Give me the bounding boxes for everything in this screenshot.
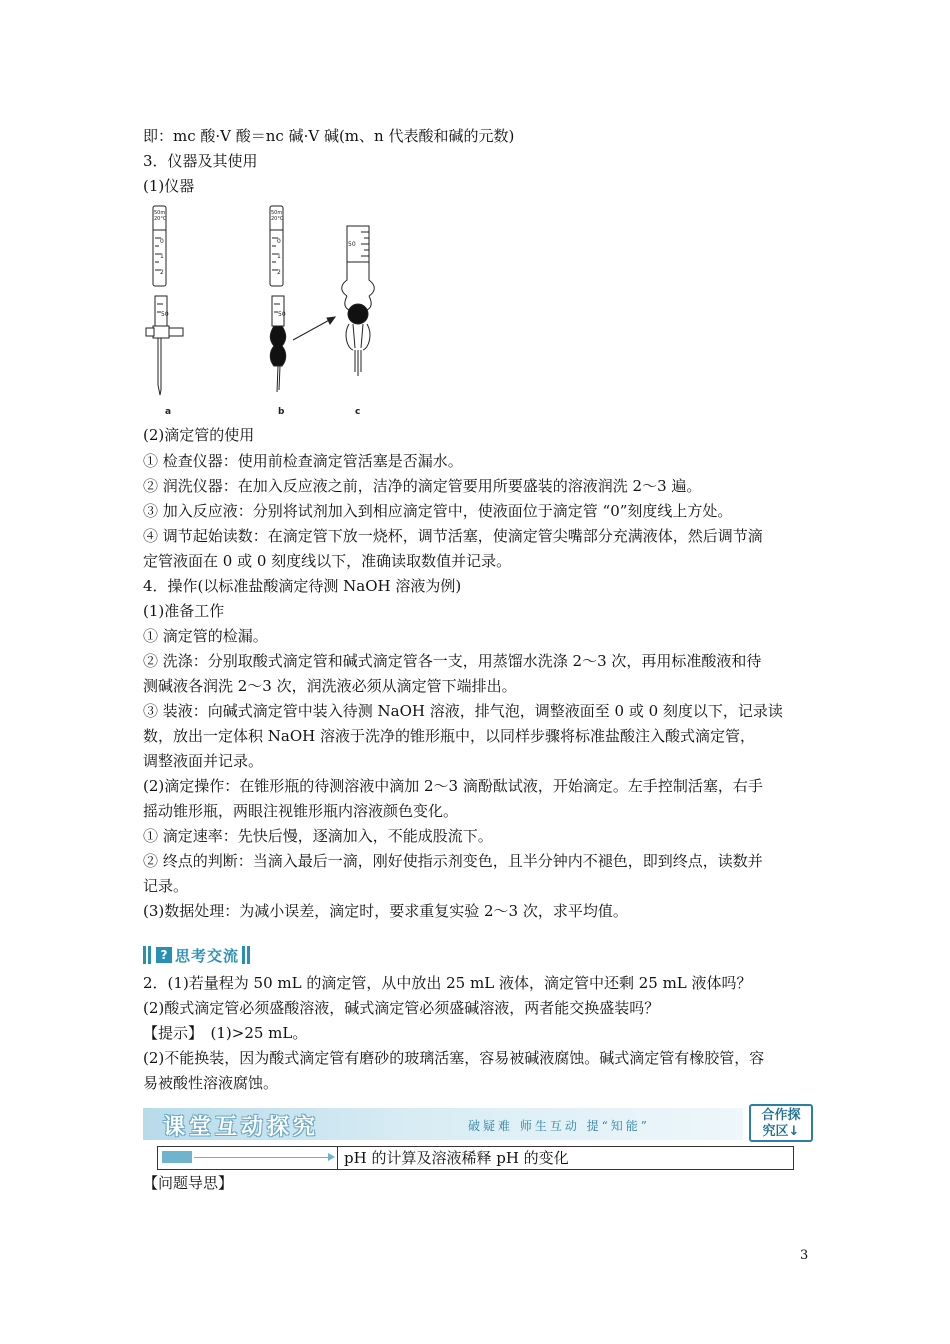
banner-box-line1: 合作探 xyxy=(761,1108,801,1123)
bottom-mark-a: 50 xyxy=(161,311,169,318)
banner-box-line2: 究区↓ xyxy=(762,1124,800,1139)
figure-label-a: a xyxy=(165,407,172,417)
tick-label: 0 xyxy=(277,238,281,245)
badge-bar xyxy=(247,946,250,964)
subsection-heading: (1)仪器 xyxy=(143,177,195,195)
text-line: 即：mc 酸·V 酸＝nc 碱·V 碱(m、n 代表酸和碱的元数) xyxy=(143,127,515,145)
answer-line: 易被酸性溶液腐蚀。 xyxy=(143,1074,279,1092)
text-line: 记录。 xyxy=(143,877,189,895)
scale-top-label-a: 50ml xyxy=(154,210,167,216)
text-line: 数，放出一定体积 NaOH 溶液于洗净的锥形瓶中，以同样步骤将标准盐酸注入酸式滴定管， xyxy=(143,727,755,745)
text-line: ① 检查仪器：使用前检查滴定管活塞是否漏水。 xyxy=(143,452,463,470)
tick-label: 1 xyxy=(160,253,164,260)
page-number: 3 xyxy=(800,1248,809,1263)
burette-figure xyxy=(143,200,383,422)
text-line: ② 润洗仪器：在加入反应液之前，洁净的滴定管要用所要盛装的溶液润洗 2～3 遍。 xyxy=(143,477,702,495)
section-heading: 3．仪器及其使用 xyxy=(143,152,258,170)
tick-label: 2 xyxy=(160,269,164,276)
text-line: ③ 装液：向碱式滴定管中装入待测 NaOH 溶液，排气泡，调整液面至 0 或 0 刻度以下，记录读 xyxy=(143,702,783,720)
banner-title: 课堂互动探究 xyxy=(163,1114,320,1140)
text-line: (2)滴定操作：在锥形瓶的待测溶液中滴加 2～3 滴酚酞试液，开始滴定。左手控制活塞，右手 xyxy=(143,777,763,795)
question-line: 2．(1)若量程为 50 mL 的滴定管，从中放出 25 mL 液体，滴定管中还剩 25 mL 液体吗？ xyxy=(143,974,752,992)
topic-tag-icon xyxy=(162,1151,192,1163)
scale-temp-label-b: 20°C xyxy=(271,216,284,222)
figure-label-c: c xyxy=(355,407,361,417)
text-line: 调整液面并记录。 xyxy=(143,752,264,770)
badge-bar xyxy=(242,946,245,964)
arrow-right-icon xyxy=(328,1153,335,1161)
badge-label: 思考交流 xyxy=(175,946,240,965)
text-line: 测碱液各润洗 2～3 次，润洗液必须从滴定管下端排出。 xyxy=(143,677,517,695)
figure-label-b: b xyxy=(278,407,285,417)
think-exchange-badge xyxy=(143,944,252,966)
section-heading: 4．操作(以标准盐酸滴定待测 NaOH 溶液为例) xyxy=(143,577,462,595)
text-line: ① 滴定速率：先快后慢，逐滴加入，不能成股流下。 xyxy=(143,827,493,845)
banner-box xyxy=(749,1104,813,1142)
text-line: ③ 加入反应液：分别将试剂加入到相应滴定管中，使液面位于滴定管 “0”刻度线上方处。 xyxy=(143,502,733,520)
arrow-line xyxy=(194,1157,330,1158)
answer-line: (2)不能换装，因为酸式滴定管有磨砂的玻璃活塞，容易被碱液腐蚀。碱式滴定管有橡胶管，容 xyxy=(143,1049,765,1067)
text-line: 定管液面在 0 或 0 刻度线以下，准确读取数值并记录。 xyxy=(143,552,512,570)
bottom-mark-b: 50 xyxy=(278,311,286,318)
topic-title: pH 的计算及溶液稀释 pH 的变化 xyxy=(344,1149,569,1167)
divider xyxy=(337,1147,338,1169)
question-guide-heading: 【问题导思】 xyxy=(143,1174,234,1192)
text-line: ① 滴定管的检漏。 xyxy=(143,627,268,645)
c-mark: 50 xyxy=(348,241,356,248)
scale-temp-label-a: 20°C xyxy=(154,216,167,222)
badge-bar xyxy=(148,946,151,964)
text-line: ② 终点的判断：当滴入最后一滴，刚好使指示剂变色，且半分钟内不褪色，即到终点，读数并 xyxy=(143,852,763,870)
badge-bar xyxy=(143,946,146,964)
text-line: ② 洗涤：分别取酸式滴定管和碱式滴定管各一支，用蒸馏水洗涤 2～3 次，再用标准酸液和待 xyxy=(143,652,762,670)
question-line: (2)酸式滴定管必须盛酸溶液，碱式滴定管必须盛碱溶液，两者能交换盛装吗？ xyxy=(143,999,660,1017)
tick-label: 1 xyxy=(277,253,281,260)
text-line: (3)数据处理：为减小误差，滴定时，要求重复实验 2～3 次，求平均值。 xyxy=(143,902,628,920)
subsection-heading: (1)准备工作 xyxy=(143,602,225,620)
hint-line: 【提示】 (1)>25 mL。 xyxy=(143,1024,308,1042)
subsection-heading: (2)滴定管的使用 xyxy=(143,426,255,444)
section-banner xyxy=(143,1104,815,1146)
text-line: ④ 调节起始读数：在滴定管下放一烧杯，调节活塞，使滴定管尖嘴部分充满液体，然后调节滴 xyxy=(143,527,763,545)
scale-top-label-b: 50ml xyxy=(271,210,284,216)
text-line: 摇动锥形瓶，两眼注视锥形瓶内溶液颜色变化。 xyxy=(143,802,459,820)
tick-label: 0 xyxy=(160,238,164,245)
tick-label: 2 xyxy=(277,269,281,276)
banner-subtitle: 破疑难 师生互动 提“知能” xyxy=(468,1119,650,1133)
topic-box xyxy=(157,1146,794,1170)
question-mark-icon: ? xyxy=(156,947,172,963)
